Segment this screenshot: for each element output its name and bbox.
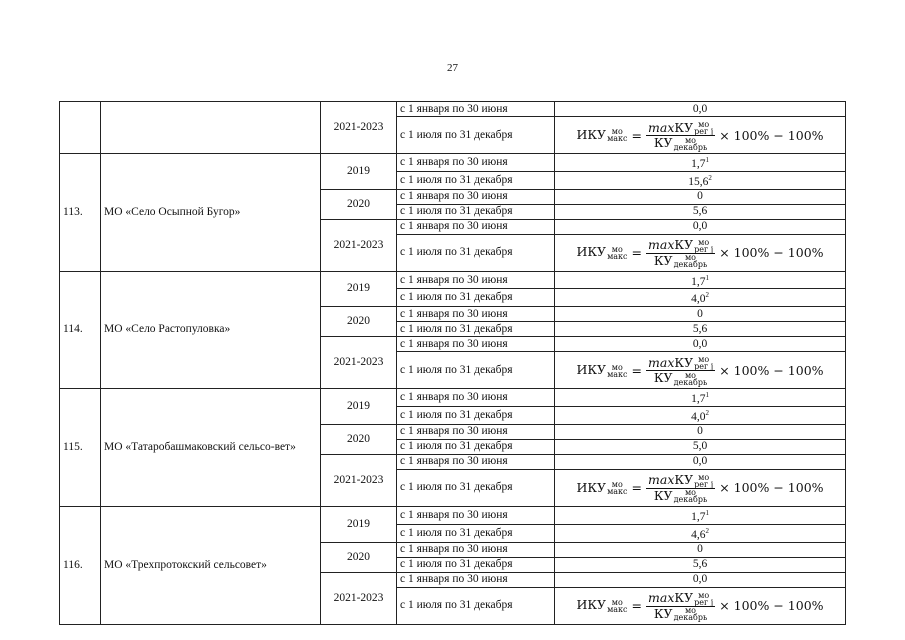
tariff-table [59,101,846,625]
formula-numerator: maxКУ мо рег j [648,590,714,607]
footnote-mark: 2 [705,526,709,535]
formula-denominator: КУ мо декабрь [653,487,708,505]
value-cell [555,439,846,454]
limit-formula [576,590,823,621]
formula-denominator: КУ мо декабрь [653,370,708,387]
formula-numerator: maxКУ мо рег j [648,119,714,136]
value-cell [555,352,846,389]
limit-formula [576,355,823,386]
value-text: 0 [697,190,703,203]
period-cell: с 1 января по 30 июня [397,154,555,172]
year-cell: 2019 [321,506,397,542]
value-cell [555,219,846,234]
formula-tail: × 100% − 100% [719,480,824,496]
period-cell: с 1 января по 30 июня [397,506,555,524]
footnote-mark: 2 [705,409,709,418]
period-cell: с 1 января по 30 июня [397,189,555,204]
year-cell: 2020 [321,307,397,337]
formula-equals: = [631,480,643,496]
value-text: 5,6 [692,558,708,571]
value-cell [555,407,846,425]
formula-fraction [646,237,715,268]
formula-lhs: ИКУ мо макс [576,479,628,497]
year-cell: 2019 [321,389,397,425]
formula-lhs: ИКУ мо макс [576,362,628,379]
year-cell: 2020 [321,189,397,219]
value-text: 1,7 [691,157,706,170]
formula-numerator: maxКУ мо рег j [648,472,714,489]
year-cell: 2021-2023 [321,102,397,154]
value-text: 1,7 [691,510,706,523]
value-cell [555,469,846,506]
row-number: 114. [60,271,101,389]
row-number: 115. [60,389,101,507]
year-cell: 2020 [321,542,397,572]
value-text: 0 [697,425,703,438]
formula-tail: × 100% − 100% [719,362,824,378]
limit-formula [576,472,823,503]
value-cell [555,389,846,407]
table-row [60,506,846,524]
formula-equals: = [631,127,643,143]
municipality-name [101,102,321,154]
year-cell: 2021-2023 [321,454,397,506]
formula-tail: × 100% − 100% [719,127,824,143]
formula-numerator: maxКУ мо рег j [648,354,714,372]
year-cell: 2019 [321,154,397,190]
period-cell: с 1 июля по 31 декабря [397,289,555,307]
period-cell: с 1 января по 30 июня [397,389,555,407]
value-cell [555,189,846,204]
year-cell: 2021-2023 [321,219,397,271]
value-text: 0,0 [692,573,708,586]
value-cell [555,572,846,587]
value-cell [555,102,846,117]
formula-denominator: КУ мо декабрь [653,252,708,270]
formula-fraction [646,472,715,503]
footnote-mark: 1 [705,273,709,282]
period-cell: с 1 января по 30 июня [397,219,555,234]
period-cell: с 1 января по 30 июня [397,271,555,289]
value-cell [555,542,846,557]
formula-equals: = [631,362,643,378]
value-cell [555,271,846,289]
value-text: 0,0 [692,220,708,233]
value-cell [555,234,846,271]
period-cell: с 1 января по 30 июня [397,337,555,352]
period-cell: с 1 января по 30 июня [397,424,555,439]
value-text: 0,0 [692,455,708,468]
value-cell [555,322,846,337]
period-cell: с 1 июля по 31 декабря [397,234,555,271]
year-cell: 2019 [321,271,397,307]
formula-numerator: maxКУ мо рег j [648,237,714,254]
value-text: 5,6 [692,322,708,335]
value-text: 5,0 [692,440,708,453]
table-row [60,389,846,407]
formula-denominator: КУ мо декабрь [653,605,708,623]
period-cell: с 1 июля по 31 декабря [397,171,555,189]
period-cell: с 1 июля по 31 декабря [397,352,555,389]
period-cell: с 1 июля по 31 декабря [397,557,555,572]
value-cell [555,117,846,154]
period-cell: с 1 января по 30 июня [397,102,555,117]
row-number: 116. [60,506,101,624]
value-cell [555,506,846,524]
value-cell [555,154,846,172]
limit-formula [576,120,823,151]
value-text: 4,6 [691,528,706,541]
table-row [60,102,846,117]
formula-equals: = [631,598,643,614]
value-cell [555,171,846,189]
formula-lhs: ИКУ мо макс [576,244,628,261]
table-row [60,154,846,172]
value-text: 0,0 [692,102,708,115]
value-cell [555,289,846,307]
value-cell [555,337,846,352]
value-cell [555,454,846,469]
formula-lhs: ИКУ мо макс [576,126,628,144]
period-cell: с 1 января по 30 июня [397,542,555,557]
period-cell: с 1 января по 30 июня [397,454,555,469]
period-cell: с 1 июля по 31 декабря [397,587,555,624]
municipality-name: МО «Трехпротокский сельсовет» [101,506,321,624]
footnote-mark: 2 [705,291,709,300]
formula-tail: × 100% − 100% [719,598,824,614]
municipality-name: МО «Село Осыпной Бугор» [101,154,321,272]
value-text: 0 [697,543,703,556]
value-text: 0 [697,307,703,320]
period-cell: с 1 июля по 31 декабря [397,117,555,154]
row-number: 113. [60,154,101,272]
table-row [60,271,846,289]
period-cell: с 1 июля по 31 декабря [397,469,555,506]
footnote-mark: 1 [705,391,709,400]
value-cell [555,557,846,572]
period-cell: с 1 июля по 31 декабря [397,439,555,454]
formula-tail: × 100% − 100% [719,245,824,261]
value-text: 1,7 [691,275,706,288]
period-cell: с 1 июля по 31 декабря [397,524,555,542]
value-cell [555,204,846,219]
formula-fraction [646,590,715,621]
year-cell: 2021-2023 [321,337,397,389]
period-cell: с 1 января по 30 июня [397,572,555,587]
period-cell: с 1 июля по 31 декабря [397,322,555,337]
limit-formula [576,237,823,268]
formula-lhs: ИКУ мо макс [576,597,628,614]
value-text: 15,6 [688,175,709,188]
formula-fraction [646,120,715,151]
footnote-mark: 1 [705,508,709,517]
value-text: 5,6 [692,205,708,218]
year-cell: 2020 [321,424,397,454]
period-cell: с 1 января по 30 июня [397,307,555,322]
value-text: 4,0 [691,293,706,306]
formula-fraction [646,355,715,386]
value-cell [555,587,846,624]
value-cell [555,424,846,439]
value-cell [555,307,846,322]
row-number [60,102,101,154]
formula-equals: = [631,245,643,261]
page-number: 27 [447,62,458,74]
value-text: 1,7 [691,393,706,406]
year-cell: 2021-2023 [321,572,397,624]
footnote-mark: 1 [705,156,709,164]
value-cell [555,524,846,542]
municipality-name: МО «Татаробашмаковский сельсо-вет» [101,389,321,507]
footnote-mark: 2 [708,173,712,182]
value-text: 0,0 [692,337,708,350]
value-text: 4,0 [691,410,706,423]
formula-denominator: КУ мо декабрь [653,135,708,152]
period-cell: с 1 июля по 31 декабря [397,407,555,425]
municipality-name: МО «Село Растопуловка» [101,271,321,389]
period-cell: с 1 июля по 31 декабря [397,204,555,219]
